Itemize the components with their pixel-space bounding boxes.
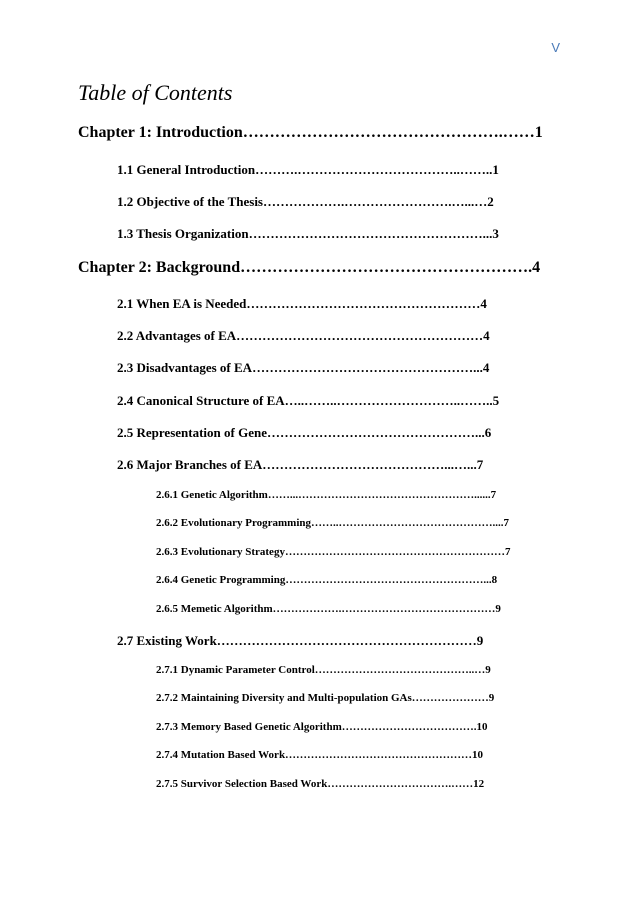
toc-section-2-2[interactable]: 2.2 Advantages of EA…………………………………………………4	[117, 328, 490, 343]
toc-section-2-4[interactable]: 2.4 Canonical Structure of EA…..……..………………………..……..5	[117, 393, 500, 408]
toc-subsection-2-6-4[interactable]: 2.6.4 Genetic Programming………………………………………………...8	[156, 574, 498, 586]
toc-subsection-2-6-3[interactable]: 2.6.3 Evolutionary Strategy……………………………………………………7	[156, 546, 511, 558]
toc-subsection-2-7-2[interactable]: 2.7.2 Maintaining Diversity and Multi-population GAs…………………9	[156, 692, 495, 704]
toc-section-2-5[interactable]: 2.5 Representation of Gene…………………………………………...6	[117, 425, 492, 440]
page-title: Table of Contents	[78, 80, 233, 105]
toc-section-2-3[interactable]: 2.3 Disadvantages of EA……………………………………………...4	[117, 360, 490, 375]
toc-chapter-2[interactable]: Chapter 2: Background……………………………………………….4	[78, 259, 541, 276]
page-number: V	[551, 40, 560, 55]
toc-subsection-2-7-1[interactable]: 2.7.1 Dynamic Parameter Control……………………………………..…9	[156, 664, 491, 676]
toc-section-2-6[interactable]: 2.6 Major Branches of EA……………………………………...…...7	[117, 457, 484, 472]
toc-section-1-1[interactable]: 1.1 General Introduction……….………………………………..……..1	[117, 162, 499, 177]
toc-subsection-2-7-5[interactable]: 2.7.5 Survivor Selection Based Work…………………………….……12	[156, 778, 485, 790]
toc-section-1-2[interactable]: 1.2 Objective of the Thesis……………….…………………….…...…2	[117, 194, 494, 209]
toc-chapter-1[interactable]: Chapter 1: Introduction………………………………………….……1	[78, 124, 543, 141]
toc-section-1-3[interactable]: 1.3 Thesis Organization………………………………………………...3	[117, 226, 499, 241]
toc-subsection-2-7-4[interactable]: 2.7.4 Mutation Based Work……………………………………………10	[156, 749, 484, 761]
toc-subsection-2-6-5[interactable]: 2.6.5 Memetic Algorithm……………….……………………………………9	[156, 603, 501, 615]
toc-subsection-2-6-2[interactable]: 2.6.2 Evolutionary Programming……..……………………………………....7	[156, 517, 510, 529]
toc-section-2-7[interactable]: 2.7 Existing Work……………………………………………………9	[117, 633, 484, 648]
toc-subsection-2-6-1[interactable]: 2.6.1 Genetic Algorithm……...…………………………………………......7	[156, 489, 497, 501]
toc-subsection-2-7-3[interactable]: 2.7.3 Memory Based Genetic Algorithm……………………………….10	[156, 721, 488, 733]
toc-section-2-1[interactable]: 2.1 When EA is Needed………………………………………………4	[117, 296, 487, 311]
